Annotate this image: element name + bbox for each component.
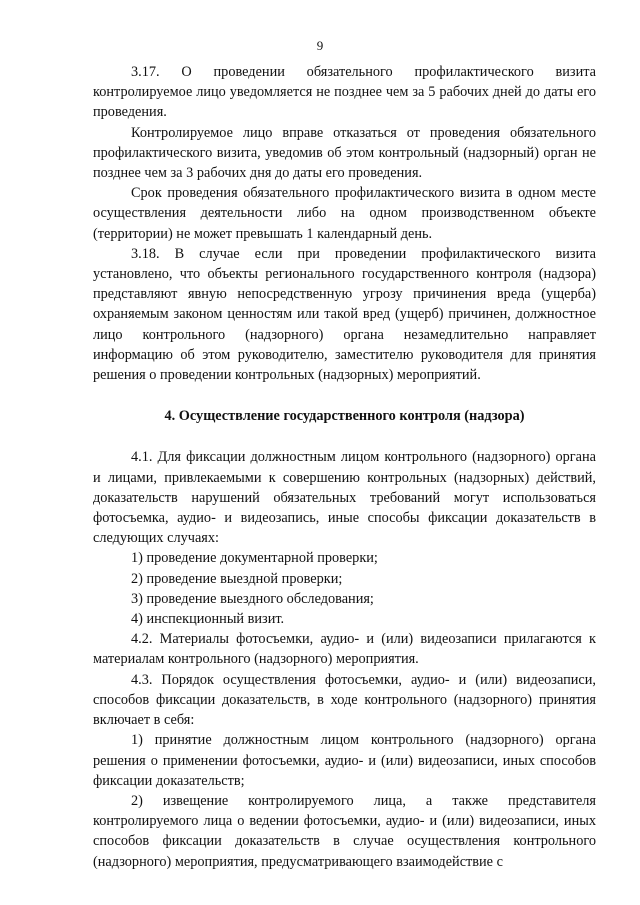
list-item: 4) инспекционный визит. [131, 611, 285, 628]
list-item: 2) проведение выездной проверки; [131, 570, 343, 587]
paragraph-4-2: 4.2. Материалы фотосъемки, аудио- и (или) видеозаписи прилагаются к материалам контрольного (надзорного) мероприятия. [93, 631, 596, 668]
paragraph-3-17: 3.17. О проведении обязательного профилактического визита контролируемое лицо уведомляется не позднее чем за 5 рабочих дней до даты его проведения. [93, 64, 596, 121]
list-item: 3) проведение выездного обследования; [131, 590, 374, 607]
page-number: 9 [316, 38, 324, 53]
document-body [93, 62, 596, 872]
paragraph-4-1: 4.1. Для фиксации должностным лицом контрольного (надзорного) органа и лицами, привлекаемыми к совершению контрольных (надзорных) действий, доказательств нарушений обязательных требований могут использоваться фотосъемка, аудио- и видеозапись, иные способы фиксации доказательств в следующих случаях: [93, 449, 596, 547]
paragraph-3-18: 3.18. В случае если при проведении профилактического визита установлено, что объекты регионального государственного контроля (надзора) представляют явную непосредственную угрозу причинения вреда (ущерба) охраняемым законом ценностям или такой вред (ущерб) причинен, должностное лицо контрольного (надзорного) органа незамедлительно направляет информацию об этом руководителю, заместителю руководителя для принятия решения о проведении контрольных (надзорных) мероприятий. [93, 245, 596, 384]
list-item: 1) проведение документарной проверки; [131, 550, 378, 567]
list-item: 2) извещение контролируемого лица, а также представителя контролируемого лица о ведении фотосъемки, аудио- и (или) видеозаписи, иных способов фиксации доказательств в случае осуществления контрольного (надзорного) мероприятия, предусматривающего взаимодействие с [93, 792, 596, 870]
list-item: 1) принятие должностным лицом контрольного (надзорного) органа решения о применении фотосъемки, аудио- и (или) видеозаписи, иных способов фиксации доказательств; [93, 732, 596, 789]
paragraph-visit-duration: Срок проведения обязательного профилактического визита в одном месте осуществления деятельности либо на одном производственном объекте (территории) не может превышать 1 календарный день. [93, 185, 596, 242]
paragraph-4-3: 4.3. Порядок осуществления фотосъемки, аудио- и (или) видеозаписи, способов фиксации доказательств, в ходе контрольного (надзорного) принятия включает в себя: [93, 671, 596, 729]
paragraph-refusal-right: Контролируемое лицо вправе отказаться от проведения обязательного профилактического визита, уведомив об этом контрольный (надзорный) орган не позднее чем за 3 рабочих дня до даты его проведения. [93, 124, 596, 182]
section-4-heading: 4. Осуществление государственного контроля (надзора) [164, 408, 525, 425]
